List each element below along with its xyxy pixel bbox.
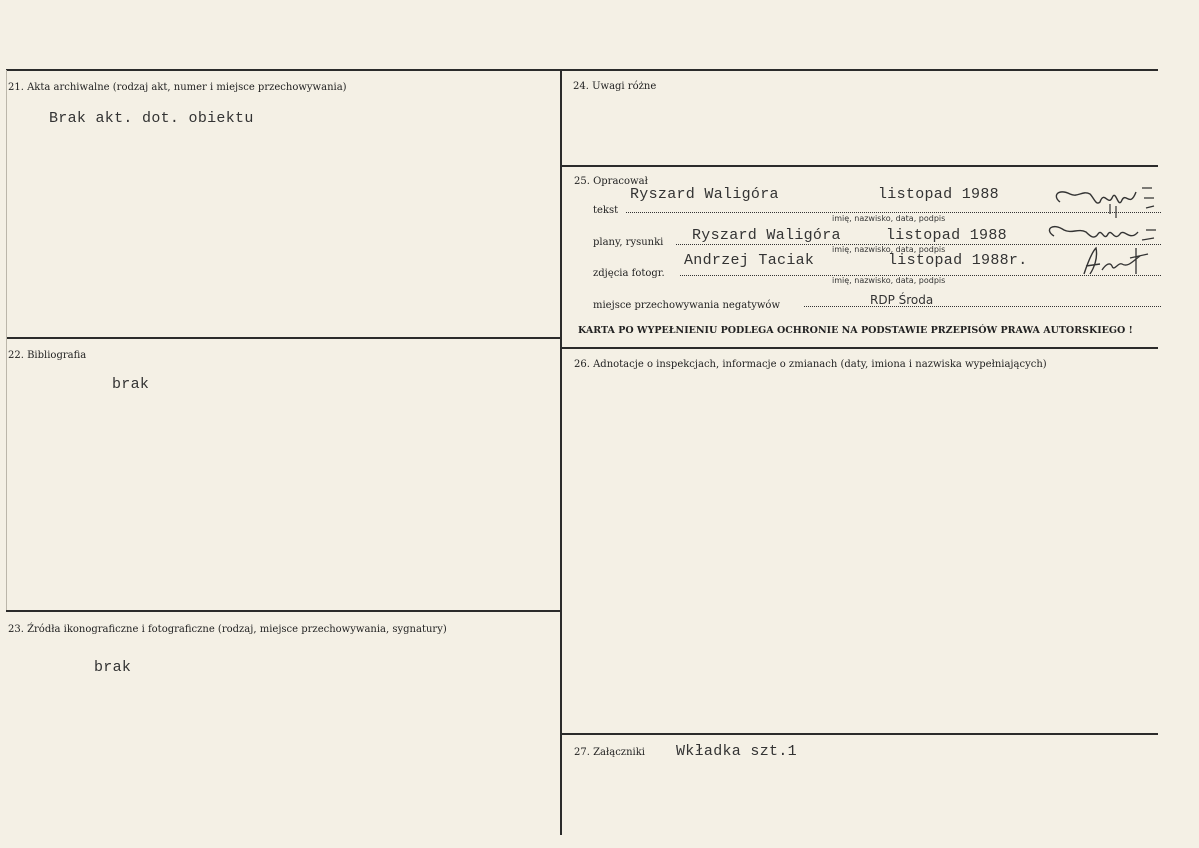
section-21-value: Brak akt. dot. obiektu bbox=[49, 110, 254, 127]
zdjecia-label: zdjęcia fotogr. bbox=[593, 268, 665, 279]
section-27-label: 27. Załączniki bbox=[574, 747, 645, 758]
tekst-name: Ryszard Waligóra bbox=[630, 186, 779, 203]
top-rule bbox=[6, 69, 1158, 71]
signature-1 bbox=[1050, 180, 1160, 220]
negatywy-dotted-line bbox=[804, 306, 1161, 307]
section-25-label: 25. Opracował bbox=[574, 176, 648, 187]
section-22-value: brak bbox=[112, 376, 150, 393]
section-23-value: brak bbox=[94, 659, 132, 676]
section-26-label: 26. Adnotacje o inspekcjach, informacje o zmianach (daty, imiona i nazwiska wypełniających) bbox=[574, 359, 1047, 370]
right-rule-2 bbox=[561, 347, 1158, 349]
section-27-value: Wkładka szt.1 bbox=[676, 743, 797, 760]
right-rule-1 bbox=[561, 165, 1158, 167]
left-rule-1 bbox=[6, 337, 561, 339]
tekst-hint: imię, nazwisko, data, podpis bbox=[832, 214, 946, 223]
plany-hint: imię, nazwisko, data, podpis bbox=[832, 245, 946, 254]
left-edge bbox=[6, 70, 7, 610]
section-23-label: 23. Źródła ikonograficzne i fotograficzne (rodzaj, miejsce przechowywania, sygnatury) bbox=[8, 624, 447, 635]
center-divider bbox=[560, 70, 562, 835]
plany-name: Ryszard Waligóra bbox=[692, 227, 841, 244]
negatywy-value: RDP Środa bbox=[870, 293, 934, 307]
copyright-notice: KARTA PO WYPEŁNIENIU PODLEGA OCHRONIE NA PODSTAWIE PRZEPISÓW PRAWA AUTORSKIEGO ! bbox=[578, 325, 1133, 336]
section-24-label: 24. Uwagi różne bbox=[573, 81, 657, 92]
negatywy-label: miejsce przechowywania negatywów bbox=[593, 300, 780, 311]
zdjecia-hint: imię, nazwisko, data, podpis bbox=[832, 276, 946, 285]
tekst-date: listopad 1988 bbox=[878, 186, 999, 203]
zdjecia-name: Andrzej Taciak bbox=[684, 252, 815, 269]
section-22-label: 22. Bibliografia bbox=[8, 350, 87, 361]
tekst-label: tekst bbox=[593, 205, 619, 216]
plany-date: listopad 1988 bbox=[886, 227, 1007, 244]
right-rule-3 bbox=[561, 733, 1158, 735]
zdjecia-date: listopad 1988r. bbox=[888, 252, 1028, 269]
left-rule-2 bbox=[6, 610, 561, 612]
plany-label: plany, rysunki bbox=[593, 237, 664, 248]
section-21-label: 21. Akta archiwalne (rodzaj akt, numer i miejsce przechowywania) bbox=[8, 82, 347, 93]
signature-3 bbox=[1078, 244, 1158, 280]
